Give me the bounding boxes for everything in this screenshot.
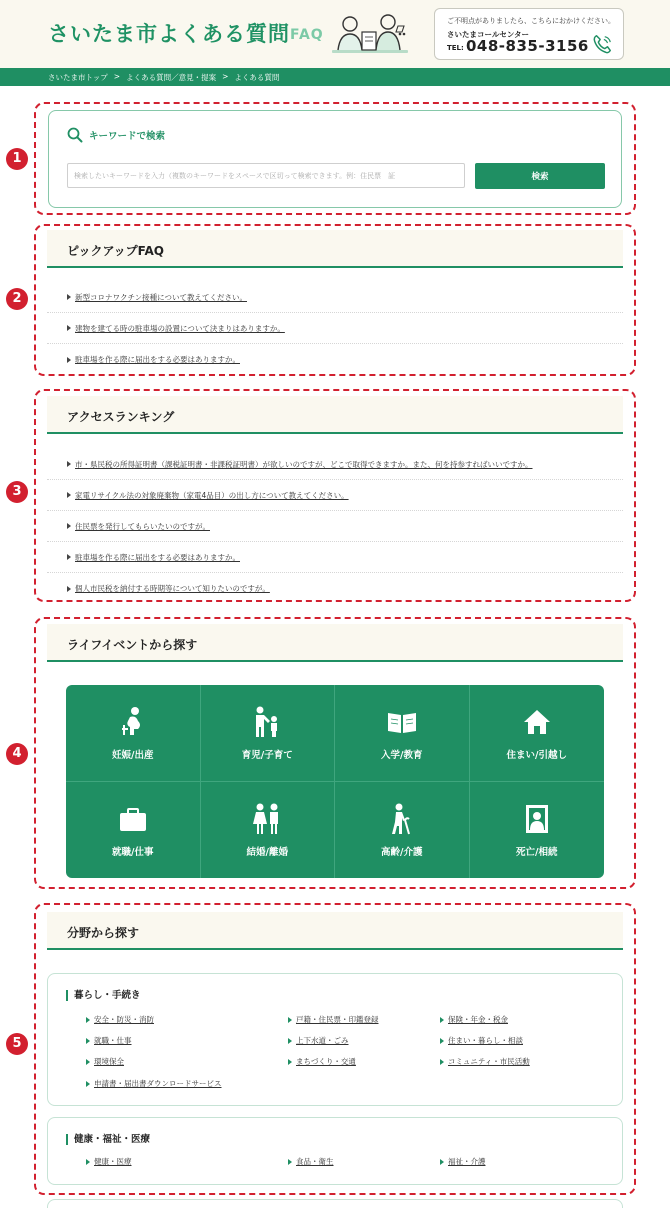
bullet-triangle-icon — [86, 1038, 90, 1044]
list-item — [47, 449, 623, 480]
subcategory-link[interactable]: 保険・年金・税金 — [448, 1015, 508, 1024]
pregnancy-icon — [116, 705, 150, 739]
life-event-label: 就職/仕事 — [112, 846, 154, 858]
category-card-living — [47, 973, 623, 1106]
ranking-link[interactable]: 市・県民税の所得証明書（課税証明書・非課税証明書）が欲しいのですが、どこで取得できますか。また、何を持参すればいいですか。 — [75, 459, 533, 469]
life-events-header — [47, 624, 623, 662]
search-icon — [67, 127, 83, 143]
tel-number[interactable]: 048-835-3156 — [466, 37, 589, 55]
bullet-triangle-icon — [67, 586, 71, 592]
access-ranking-title: アクセスランキング — [67, 410, 175, 424]
subcategory-link[interactable]: 安全・防災・消防 — [94, 1015, 154, 1024]
couple-icon — [250, 802, 284, 836]
life-events-title: ライフイベントから探す — [67, 638, 198, 652]
bullet-triangle-icon — [440, 1159, 444, 1165]
breadcrumb-bar — [0, 68, 670, 86]
fields-title: 分野から探す — [67, 926, 140, 940]
breadcrumb-item-current: よくある質問 — [234, 73, 280, 82]
bullet-triangle-icon — [86, 1081, 90, 1087]
subcategory-link[interactable]: 食品・衛生 — [296, 1157, 334, 1166]
bullet-triangle-icon — [440, 1059, 444, 1065]
bullet-triangle-icon — [440, 1038, 444, 1044]
life-event-pregnancy[interactable] — [66, 685, 201, 782]
pickup-faq-header — [47, 230, 623, 268]
life-event-parenting[interactable] — [201, 685, 336, 782]
subcategory-link[interactable]: 就職・仕事 — [94, 1036, 132, 1045]
pickup-faq-list — [47, 282, 623, 375]
keyword-search-panel — [48, 110, 622, 208]
marker-3: 3 — [6, 481, 28, 503]
marker-4: 4 — [6, 743, 28, 765]
life-event-housing[interactable] — [470, 685, 605, 782]
subcategory-item — [86, 1056, 124, 1067]
list-item — [47, 282, 623, 313]
search-heading-label: キーワードで検索 — [89, 131, 166, 142]
subcategory-link[interactable]: コミュニティ・市民活動 — [448, 1057, 530, 1066]
subcategory-item — [288, 1056, 356, 1067]
subcategory-link[interactable]: 上下水道・ごみ — [296, 1036, 349, 1045]
breadcrumb-separator: > — [113, 72, 121, 81]
bullet-triangle-icon — [67, 554, 71, 560]
subcategory-link[interactable]: 健康・医療 — [94, 1157, 132, 1166]
ranking-link[interactable]: 駐車場を作る際に届出をする必要はありますか。 — [75, 552, 240, 562]
access-ranking-list — [47, 449, 623, 604]
briefcase-icon — [116, 802, 150, 836]
life-event-label: 育児/子育て — [241, 749, 293, 761]
bullet-triangle-icon — [67, 294, 71, 300]
subcategory-link[interactable]: 住まい・暮らし・相談 — [448, 1036, 523, 1045]
search-input[interactable] — [67, 163, 465, 188]
bullet-triangle-icon — [86, 1059, 90, 1065]
house-icon — [520, 705, 554, 739]
breadcrumb-item-top[interactable]: さいたま市トップ — [48, 73, 108, 82]
subcategory-item — [86, 1035, 132, 1046]
ranking-link[interactable]: 個人市民税を納付する時期等について知りたいのですが。 — [75, 584, 270, 593]
subcategory-item — [288, 1014, 379, 1025]
pickup-faq-link[interactable]: 新型コロナワクチン接種について教えてください。 — [75, 292, 247, 302]
life-event-label: 結婚/離婚 — [246, 846, 288, 858]
category-title[interactable]: 健康・福祉・医療 — [66, 1134, 150, 1145]
subcategory-link[interactable]: 戸籍・住民票・印鑑登録 — [296, 1015, 379, 1024]
pickup-faq-link[interactable]: 建物を建てる時の駐車場の設置について決まりはありますか。 — [75, 323, 285, 333]
subcategory-link[interactable]: 申請書・届出書ダウンロードサービス — [94, 1079, 222, 1088]
life-event-label: 高齢/介護 — [381, 846, 423, 858]
ranking-link[interactable]: 家電リサイクル法の対象廃棄物（家電4品目）の出し方について教えてください。 — [75, 490, 349, 500]
life-event-employment[interactable] — [66, 782, 201, 879]
life-event-education[interactable] — [335, 685, 470, 782]
site-header — [0, 0, 670, 68]
life-event-label: 入学/教育 — [381, 749, 423, 761]
tel-label: TEL: — [447, 44, 464, 52]
breadcrumb — [48, 72, 279, 83]
life-event-marriage[interactable] — [201, 782, 336, 879]
subcategory-item — [440, 1014, 508, 1025]
people-illustration-icon — [328, 12, 412, 64]
search-button[interactable]: 検索 — [475, 163, 605, 189]
subcategory-item — [86, 1014, 154, 1025]
subcategory-item — [288, 1035, 349, 1046]
bullet-triangle-icon — [288, 1017, 292, 1023]
life-event-label: 死亡/相続 — [516, 846, 558, 858]
subcategory-item — [288, 1156, 334, 1167]
portrait-icon — [520, 802, 554, 836]
phone-icon — [591, 33, 613, 55]
elderly-icon — [385, 802, 419, 836]
search-heading — [67, 127, 165, 143]
subcategory-item — [86, 1156, 132, 1167]
site-faq-label: FAQ — [290, 27, 324, 43]
list-item — [47, 313, 623, 344]
category-card-health — [47, 1117, 623, 1185]
bullet-triangle-icon — [67, 461, 71, 467]
list-item — [47, 542, 623, 573]
list-item — [47, 344, 623, 375]
bullet-triangle-icon — [86, 1017, 90, 1023]
subcategory-item — [440, 1056, 530, 1067]
book-icon — [385, 705, 419, 739]
life-event-label: 妊娠/出産 — [112, 749, 154, 761]
list-item — [47, 480, 623, 511]
pickup-faq-link[interactable]: 駐車場を作る際に届出をする必要はありますか。 — [75, 355, 240, 364]
bullet-triangle-icon — [440, 1017, 444, 1023]
bullet-triangle-icon — [86, 1159, 90, 1165]
subcategory-item — [440, 1156, 486, 1167]
subcategory-link[interactable]: まちづくり・交通 — [296, 1057, 356, 1066]
pickup-faq-title: ピックアップFAQ — [67, 244, 164, 258]
subcategory-item — [86, 1078, 222, 1089]
ranking-link[interactable]: 住民票を発行してもらいたいのですが。 — [75, 521, 210, 531]
site-title[interactable]: さいたま市よくある質問 — [48, 22, 290, 46]
marker-1: 1 — [6, 148, 28, 170]
contact-name: さいたまコールセンター — [447, 30, 530, 39]
subcategory-link[interactable]: 福祉・介護 — [448, 1157, 486, 1166]
category-title[interactable]: 暮らし・手続き — [66, 990, 141, 1001]
bullet-triangle-icon — [288, 1038, 292, 1044]
fields-header — [47, 912, 623, 950]
parenting-icon — [250, 705, 284, 739]
subcategory-item — [440, 1035, 523, 1046]
life-event-elderly[interactable] — [335, 782, 470, 879]
marker-5: 5 — [6, 1033, 28, 1055]
list-item — [47, 511, 623, 542]
call-center-box — [434, 8, 624, 60]
access-ranking-header — [47, 396, 623, 434]
marker-2: 2 — [6, 288, 28, 310]
breadcrumb-item-faq-opinion[interactable]: よくある質問／意見・提案 — [126, 73, 217, 82]
contact-note: ご不明点がありましたら、こちらにおかけください。 — [447, 17, 615, 25]
bullet-triangle-icon — [67, 492, 71, 498]
bullet-triangle-icon — [288, 1159, 292, 1165]
category-card-next — [47, 1199, 623, 1208]
life-events-grid — [66, 685, 604, 878]
bullet-triangle-icon — [67, 325, 71, 331]
breadcrumb-separator: > — [222, 72, 229, 81]
subcategory-link[interactable]: 環境保全 — [94, 1057, 124, 1066]
list-item — [47, 573, 623, 604]
bullet-triangle-icon — [288, 1059, 292, 1065]
bullet-triangle-icon — [67, 357, 71, 363]
life-event-inheritance[interactable] — [470, 782, 605, 879]
bullet-triangle-icon — [67, 523, 71, 529]
life-event-label: 住まい/引越し — [506, 749, 567, 761]
